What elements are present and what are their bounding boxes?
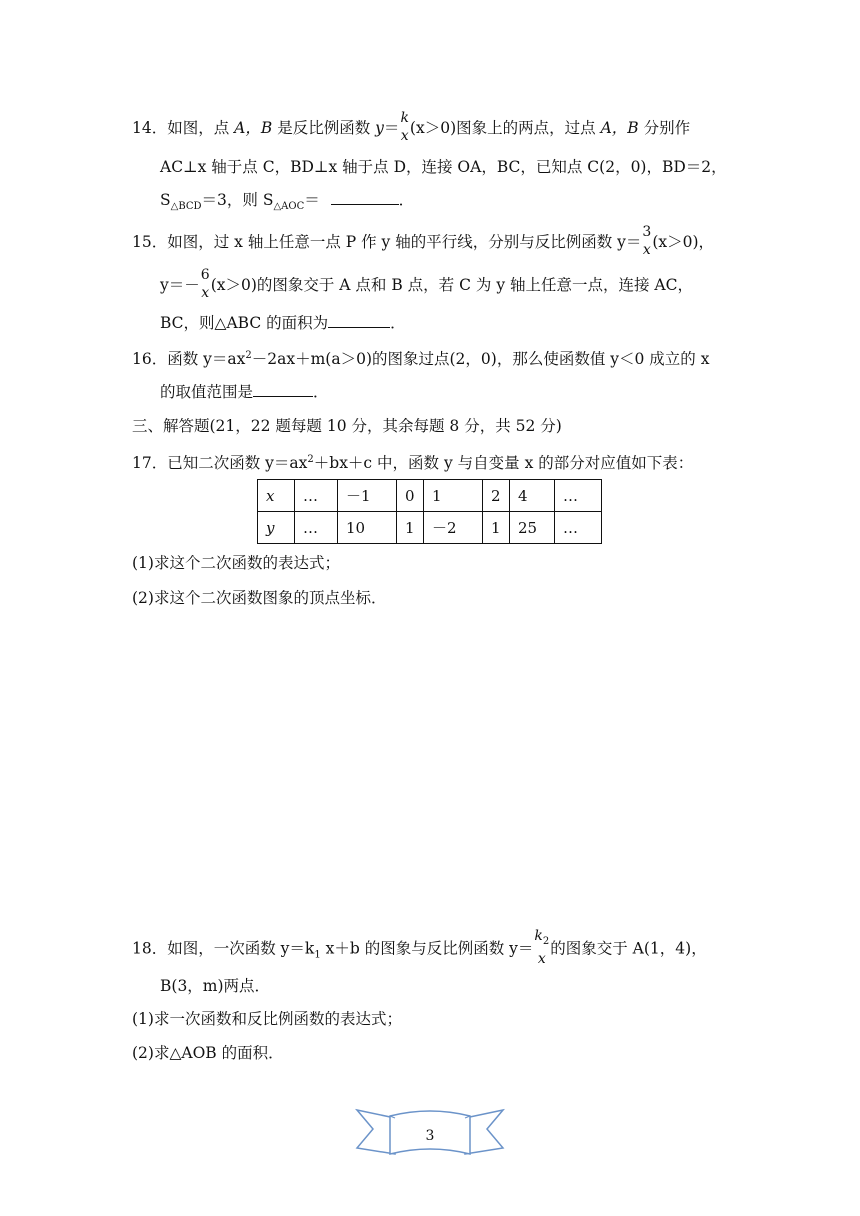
q17-part1: (1)求这个二次函数的表达式； (132, 554, 340, 572)
page-number: 3 (425, 1128, 435, 1144)
table-cell: －2 (424, 512, 483, 544)
value-table (257, 479, 602, 544)
answer-blank[interactable] (253, 380, 313, 397)
q15-line3: BC，则△ABC 的面积为 ． (160, 311, 406, 334)
table-cell: … (555, 512, 602, 544)
table-cell: 1 (424, 480, 483, 512)
table-cell: 1 (397, 512, 424, 544)
q14-line2: AC⊥x 轴于点 C，BD⊥x 轴于点 D，连接 OA，BC，已知点 C(2，0)，BD＝2， (160, 158, 727, 176)
q15-line2: y＝－ 6 x (x＞0)的图象交于 A 点和 B 点，若 C 为 y 轴上任意一点，连接 AC， (160, 267, 693, 301)
q14-line1: 14．如图，点 A，B 是反比例函数 y＝ k x (x＞0)图象上的两点，过点 A，B 分别作 (132, 110, 691, 144)
q15-line1: 15．如图，过 x 轴上任意一点 P 作 y 轴的平行线，分别与反比例函数 y＝ 3 x (x＞0)， (132, 224, 715, 258)
table-cell: y (258, 512, 295, 544)
table-row-y (258, 512, 602, 544)
q16-line1: 16．函数 $y=ax^2-2ax+m(a>0)$的图象过点(2，0)，那么使函数值 y＜0 成立的 x (132, 350, 710, 369)
table-cell: x (258, 480, 295, 512)
fraction-k-over-x: k x (400, 110, 409, 144)
section-heading: 三、解答题(21，22 题每题 10 分，其余每题 8 分，共 52 分) (132, 417, 562, 435)
q18-part1: (1)求一次函数和反比例函数的表达式； (132, 1010, 402, 1028)
q18-line2: B(3，m)两点． (160, 977, 271, 995)
fraction-6-over-x: 6 x (200, 267, 210, 301)
table-cell: … (295, 512, 338, 544)
q18-line1: 18．如图，一次函数 $y=k_1$ x＋b 的图象与反比例函数 y＝ $k_2$ x 的图象交于 A(1，4)， (132, 928, 707, 967)
answer-blank[interactable] (328, 311, 390, 328)
table-cell: 2 (483, 480, 510, 512)
table-cell: 4 (510, 480, 555, 512)
fraction-k2-over-x: $k_2$ x (534, 928, 550, 967)
table-cell: 1 (483, 512, 510, 544)
q14-line3: $S_{\triangle BCD}=3$，则 $S_{\triangle AOC}=$ ． (160, 188, 414, 218)
table-cell: … (555, 480, 602, 512)
fraction-3-over-x: 3 x (642, 224, 652, 258)
table-cell: 10 (338, 512, 397, 544)
table-row-x (258, 480, 602, 512)
q18-part2: (2)求△AOB 的面积． (132, 1044, 284, 1062)
answer-blank[interactable] (331, 188, 399, 205)
q16-line2: 的取值范围是 ． (160, 380, 329, 403)
table-cell: … (295, 480, 338, 512)
table-cell: 0 (397, 480, 424, 512)
table-cell: －1 (338, 480, 397, 512)
q17-line1: 17．已知二次函数 $y=ax^2+bx+c$ 中，函数 y 与自变量 x 的部分对应值如下表： (132, 454, 694, 473)
q17-part2: (2)求这个二次函数图象的顶点坐标． (132, 589, 387, 607)
table-cell: 25 (510, 512, 555, 544)
